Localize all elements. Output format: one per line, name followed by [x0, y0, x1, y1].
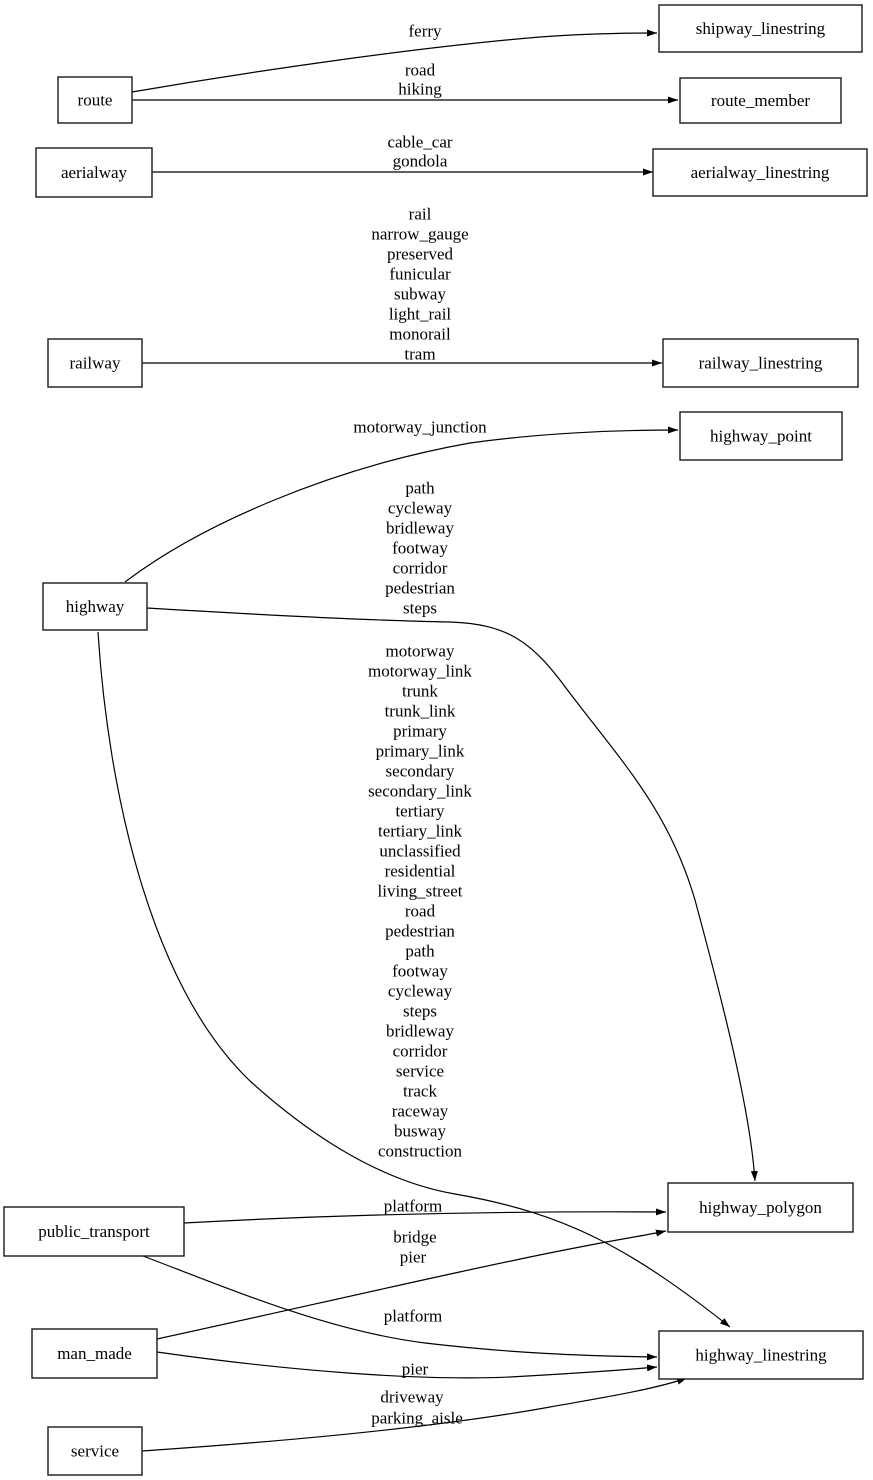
edge-label: cycleway [387, 498, 453, 518]
edge-label: platform [383, 1196, 443, 1216]
node-label: railway_linestring [698, 353, 823, 373]
edge-label: steps [403, 1001, 437, 1021]
edge-public_transport-to-highway_linestring [143, 1256, 657, 1357]
edge-label: busway [394, 1121, 446, 1141]
node-label: public_transport [38, 1222, 150, 1241]
edge-line [132, 33, 657, 92]
edge-label: tertiary [395, 801, 445, 821]
node-service [48, 1427, 142, 1475]
edge-label: subway [394, 284, 446, 304]
edge-label: road [404, 60, 436, 80]
edge-label: tram [404, 344, 436, 364]
edge-label: bridleway [386, 1021, 454, 1041]
edge-label: corridor [392, 558, 448, 578]
edge-railway-to-railway_linestring [142, 205, 662, 364]
edge-label: driveway [380, 1387, 444, 1407]
node-label: railway [69, 353, 121, 373]
node-public_transport [4, 1207, 184, 1256]
edge-label: road [404, 901, 436, 921]
edge-label: platform [383, 1306, 443, 1326]
node-label: aerialway_linestring [690, 163, 830, 182]
node-highway [43, 583, 147, 630]
edge-label: path [405, 478, 435, 498]
node-label: shipway_linestring [695, 19, 826, 38]
edge-label: cycleway [387, 981, 453, 1001]
node-label: man_made [57, 1344, 132, 1363]
edge-service-to-highway_linestring [142, 1378, 687, 1451]
edge-label: pedestrian [385, 578, 455, 598]
node-railway [48, 339, 142, 387]
edge-label: monorail [389, 324, 451, 344]
edge-label: steps [403, 598, 437, 618]
edge-label: service [395, 1061, 445, 1081]
edge-label: track [403, 1081, 437, 1101]
edge-aerialway-to-aerialway_linestring [152, 133, 653, 173]
edge-label: funicular [389, 264, 451, 284]
node-highway_point [680, 412, 842, 460]
edge-label: living_street [377, 881, 463, 901]
edge-label: path [405, 941, 435, 961]
edge-label: tertiary_link [377, 821, 463, 841]
edge-label: parking_aisle [371, 1408, 463, 1428]
edge-label: pier [399, 1247, 427, 1267]
edge-label: light_rail [388, 304, 452, 324]
node-label: route [77, 90, 113, 110]
edge-label: footway [392, 538, 448, 558]
node-label: highway_polygon [699, 1198, 822, 1217]
node-highway_linestring [659, 1331, 863, 1379]
edge-label: residential [384, 861, 456, 881]
edge-label: motorway [385, 641, 455, 661]
edge-label: bridleway [386, 518, 454, 538]
node-label: service [70, 1441, 120, 1461]
edge-label: trunk_link [384, 701, 456, 721]
edge-route-to-shipway_linestring [132, 22, 657, 93]
edge-label: bridge [393, 1227, 437, 1247]
node-aerialway_linestring [653, 149, 867, 196]
node-label: route_member [710, 91, 811, 110]
node-label: highway_point [710, 426, 812, 446]
edge-label: secondary [385, 761, 455, 781]
edge-label: footway [392, 961, 448, 981]
node-aerialway [36, 148, 152, 197]
edge-label: preserved [386, 244, 454, 264]
edge-label: ferry [408, 21, 442, 41]
edge-label: primary_link [375, 741, 465, 761]
edge-label: primary [393, 721, 447, 741]
edge-label: motorway_junction [353, 417, 487, 437]
edge-route-to-route_member [132, 61, 678, 101]
edge-label: raceway [391, 1101, 449, 1121]
edge-label: hiking [398, 79, 442, 99]
edge-man_made-to-highway_linestring [157, 1352, 657, 1379]
edge-label: unclassified [379, 841, 461, 861]
edge-label: rail [408, 204, 432, 224]
node-route_member [680, 78, 841, 123]
edge-label: motorway_link [368, 661, 472, 681]
edge-label: narrow_gauge [371, 224, 469, 244]
edge-label: pedestrian [385, 921, 455, 941]
edge-label: corridor [392, 1041, 448, 1061]
node-label: highway_linestring [695, 1345, 827, 1365]
node-label: aerialway [60, 163, 128, 182]
edge-label: gondola [392, 151, 448, 171]
node-railway_linestring [663, 339, 858, 387]
node-route [58, 77, 132, 123]
node-label: highway [65, 597, 125, 616]
edge-label: pier [401, 1359, 429, 1379]
edge-label: trunk [402, 681, 438, 701]
edge-public_transport-to-highway_polygon [184, 1197, 666, 1224]
edge-label: secondary_link [368, 781, 472, 801]
node-shipway_linestring [659, 5, 862, 52]
node-highway_polygon [668, 1183, 853, 1232]
edge-label: cable_car [387, 132, 453, 152]
node-man_made [32, 1329, 157, 1378]
edge-label: construction [377, 1141, 463, 1161]
